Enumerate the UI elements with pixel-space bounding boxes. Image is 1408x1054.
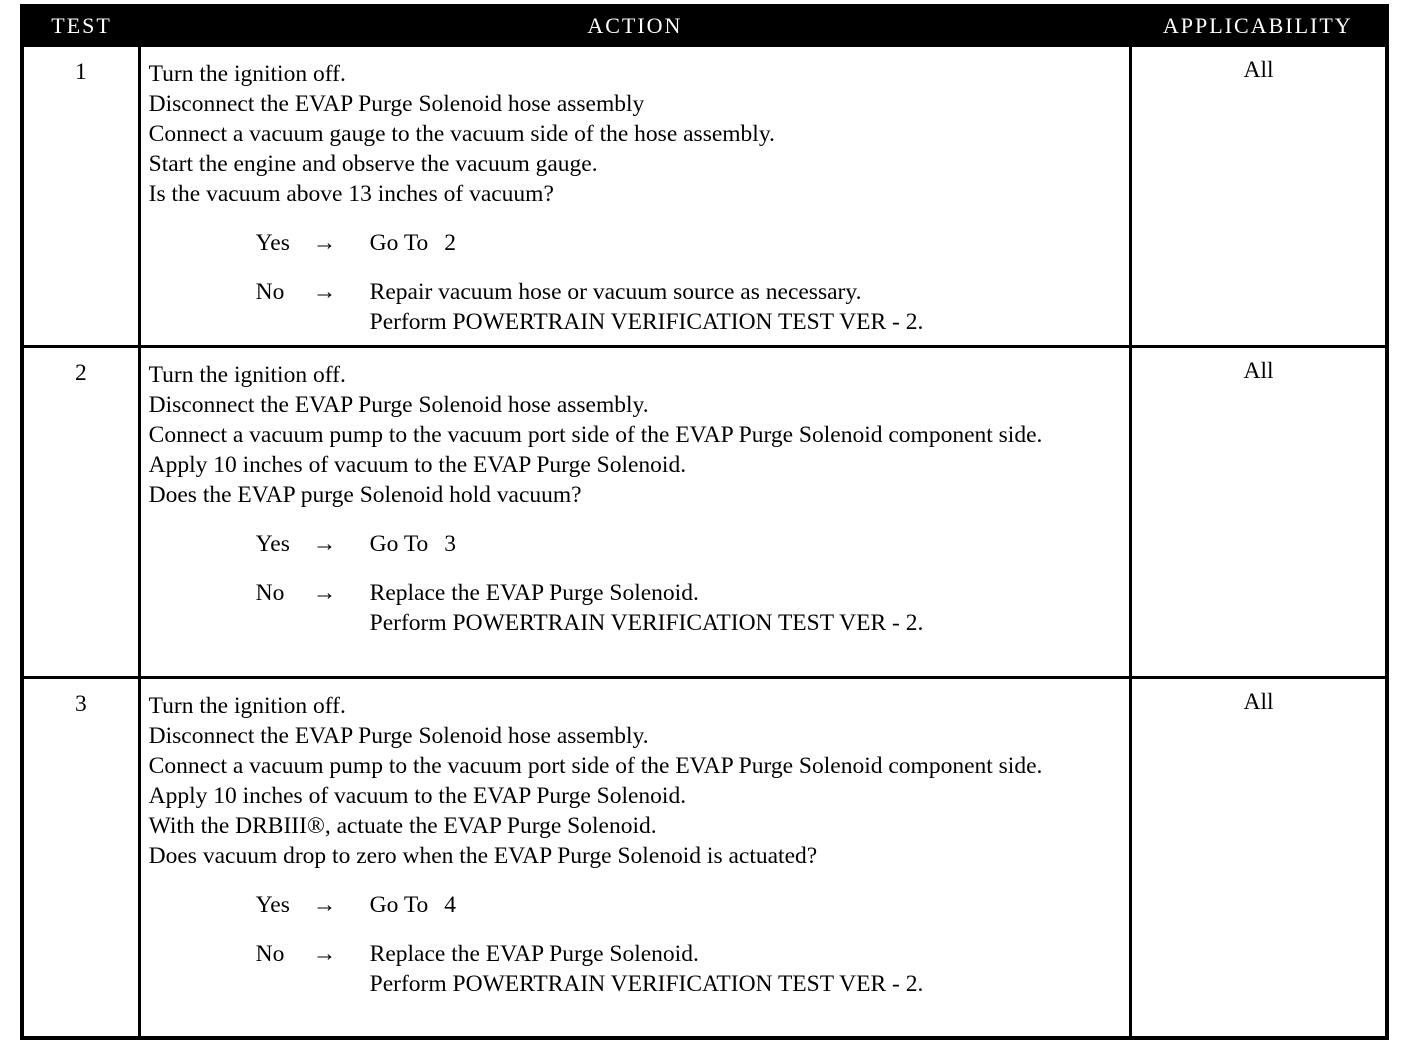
arrow-icon: → [312,279,337,305]
header-test: TEST [22,6,139,46]
arrow-icon: → [312,580,337,606]
action-cell [139,46,1130,347]
no-result [256,939,1121,999]
applicability-value: All [1131,46,1387,347]
no-action-line: Perform POWERTRAIN VERIFICATION TEST VER - 2. [369,971,924,997]
no-action-line: Repair vacuum hose or vacuum source as necessary. [369,279,862,305]
action-step: Connect a vacuum gauge to the vacuum side of the hose assembly. [148,121,775,147]
diagnostic-test-table [20,4,1389,1040]
action-step: Disconnect the EVAP Purge Solenoid hose assembly. [148,392,649,418]
no-result [256,277,1121,337]
action-step: With the DRBIII®, actuate the EVAP Purge Solenoid. [148,813,657,839]
test-row [22,347,1387,678]
test-row [22,46,1387,347]
no-action-line: Perform POWERTRAIN VERIFICATION TEST VER - 2. [369,309,924,335]
arrow-icon: → [312,892,337,918]
goto-text: Go To [369,230,429,256]
action-step: Does vacuum drop to zero when the EVAP Purge Solenoid is actuated? [148,843,818,869]
arrow-icon: → [312,941,337,967]
test-number: 3 [22,678,139,1038]
header-applicability: APPLICABILITY [1131,6,1387,46]
test-number: 2 [22,347,139,678]
action-step: Is the vacuum above 13 inches of vacuum? [148,181,554,207]
goto-number: 3 [444,531,457,557]
header-row [22,6,1387,46]
no-action-line: Replace the EVAP Purge Solenoid. [369,580,699,606]
header-action: ACTION [139,6,1130,46]
yes-result [256,228,1121,258]
goto-text: Go To [369,892,429,918]
action-step: Turn the ignition off. [148,61,346,87]
yes-result [256,529,1121,559]
action-step: Apply 10 inches of vacuum to the EVAP Purge Solenoid. [148,783,687,809]
no-label: No [255,580,285,606]
applicability-value: All [1131,347,1387,678]
no-action-line: Perform POWERTRAIN VERIFICATION TEST VER - 2. [369,610,924,636]
goto-number: 2 [444,230,457,256]
yes-label: Yes [255,230,290,256]
yes-result [256,890,1121,920]
action-step: Disconnect the EVAP Purge Solenoid hose assembly [148,91,645,117]
action-step: Apply 10 inches of vacuum to the EVAP Purge Solenoid. [148,452,687,478]
arrow-icon: → [312,230,337,256]
applicability-value: All [1131,678,1387,1038]
action-step: Turn the ignition off. [148,693,346,719]
action-step: Connect a vacuum pump to the vacuum port side of the EVAP Purge Solenoid component side. [148,753,1043,779]
goto-text: Go To [369,531,429,557]
no-label: No [255,941,285,967]
no-result [256,578,1121,638]
test-number: 1 [22,46,139,347]
test-row [22,678,1387,1038]
action-step: Connect a vacuum pump to the vacuum port side of the EVAP Purge Solenoid component side. [148,422,1043,448]
action-step: Start the engine and observe the vacuum gauge. [148,151,598,177]
arrow-icon: → [312,531,337,557]
yes-label: Yes [255,892,290,918]
action-cell [139,347,1130,678]
action-step: Turn the ignition off. [148,362,346,388]
action-step: Disconnect the EVAP Purge Solenoid hose assembly. [148,723,649,749]
action-step: Does the EVAP purge Solenoid hold vacuum? [148,482,582,508]
action-cell [139,678,1130,1038]
no-action-line: Replace the EVAP Purge Solenoid. [369,941,699,967]
goto-number: 4 [444,892,457,918]
no-label: No [255,279,285,305]
yes-label: Yes [255,531,290,557]
